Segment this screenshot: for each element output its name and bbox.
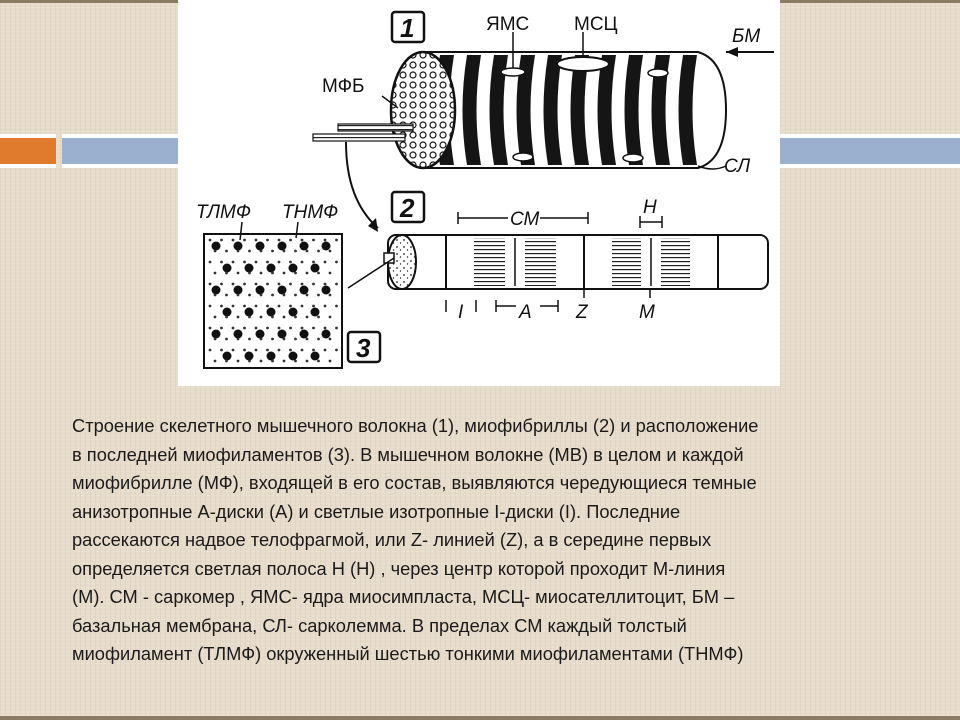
thin-filament — [335, 239, 338, 242]
thin-filament — [209, 261, 212, 264]
panel-number-1: 1 — [400, 13, 415, 43]
thick-filament — [267, 352, 276, 361]
thick-filament — [223, 352, 232, 361]
thin-filament — [306, 250, 309, 253]
thin-filament — [278, 261, 281, 264]
thin-filament — [335, 305, 338, 308]
thin-filament — [301, 305, 304, 308]
label-sm: СМ — [510, 209, 540, 230]
thick-filament — [223, 264, 232, 273]
thin-filament — [283, 338, 286, 341]
thin-filament — [294, 360, 297, 363]
thin-filament — [317, 294, 320, 297]
thin-filament — [301, 261, 304, 264]
thin-filament — [243, 349, 246, 352]
thin-filament — [255, 327, 258, 330]
thin-filament — [237, 338, 240, 341]
thin-filament — [289, 327, 292, 330]
thin-filament — [237, 294, 240, 297]
thin-filament — [248, 294, 251, 297]
thin-filament — [294, 250, 297, 253]
thin-filament — [329, 294, 332, 297]
thin-filament — [248, 316, 251, 319]
thin-filament — [266, 327, 269, 330]
thick-filament — [300, 242, 309, 251]
label-yams: ЯМС — [486, 14, 530, 35]
thin-filament — [306, 272, 309, 275]
thin-filament — [232, 283, 235, 286]
thin-filament — [237, 360, 240, 363]
thick-filament — [300, 330, 309, 339]
thin-filament — [271, 316, 274, 319]
thin-filament — [255, 305, 258, 308]
thin-filament — [209, 305, 212, 308]
thin-filament — [266, 349, 269, 352]
thin-filament — [255, 349, 258, 352]
thin-filament — [266, 239, 269, 242]
thin-filament — [225, 360, 228, 363]
thin-filament — [248, 360, 251, 363]
thick-filament — [212, 330, 221, 339]
thin-filament — [243, 327, 246, 330]
thin-filament — [248, 250, 251, 253]
thin-filament — [329, 338, 332, 341]
thin-filament — [225, 272, 228, 275]
thin-filament — [324, 349, 327, 352]
label-i: I — [458, 302, 464, 323]
bottom-border-line — [0, 716, 960, 720]
label-tnmf: ТНМФ — [282, 202, 339, 223]
thin-filament — [225, 338, 228, 341]
caption-line: миофиламент (ТЛМФ) окруженный шестью тонкими миофиламентами (ТНМФ) — [72, 643, 744, 664]
thin-filament — [260, 360, 263, 363]
caption-line: в последней миофиламентов (3). В мышечном волокне (МВ) в целом и каждой — [72, 443, 744, 465]
thin-filament — [329, 272, 332, 275]
thin-filament — [289, 349, 292, 352]
thick-filament — [245, 308, 254, 317]
thick-filament — [223, 308, 232, 317]
thin-filament — [301, 239, 304, 242]
thick-filament — [278, 330, 287, 339]
thin-filament — [289, 305, 292, 308]
thin-filament — [214, 294, 217, 297]
thin-filament — [283, 360, 286, 363]
thin-filament — [232, 261, 235, 264]
thin-filament — [260, 316, 263, 319]
label-m: М — [639, 302, 655, 323]
thin-filament — [225, 294, 228, 297]
thick-filament — [311, 308, 320, 317]
thick-filament — [256, 286, 265, 295]
label-h: Н — [643, 197, 657, 218]
thin-filament — [324, 305, 327, 308]
thin-filament — [220, 283, 223, 286]
thin-filament — [329, 360, 332, 363]
thin-filament — [237, 272, 240, 275]
thick-filament — [212, 242, 221, 251]
thin-filament — [301, 349, 304, 352]
thin-filament — [335, 327, 338, 330]
thin-filament — [324, 327, 327, 330]
thin-filament — [301, 283, 304, 286]
thin-filament — [232, 239, 235, 242]
thin-filament — [260, 294, 263, 297]
thin-filament — [312, 349, 315, 352]
thin-filament — [329, 250, 332, 253]
thin-filament — [243, 239, 246, 242]
thick-filament — [245, 264, 254, 273]
thin-filament — [278, 283, 281, 286]
thin-filament — [260, 338, 263, 341]
thin-filament — [317, 338, 320, 341]
thin-filament — [243, 283, 246, 286]
thin-filament — [266, 283, 269, 286]
thick-filament — [322, 286, 331, 295]
thin-filament — [301, 327, 304, 330]
thin-filament — [306, 316, 309, 319]
thick-filament — [256, 242, 265, 251]
thin-filament — [232, 327, 235, 330]
panel-number-3: 3 — [356, 333, 371, 363]
panel-number-2: 2 — [400, 193, 415, 223]
thin-filament — [220, 305, 223, 308]
caption-line: рассекаются надвое телофрагмой, или Z- линией (Z), а в середине первых — [72, 529, 712, 550]
label-z: Z — [576, 302, 588, 323]
thin-filament — [289, 239, 292, 242]
thin-filament — [209, 349, 212, 352]
thin-filament — [271, 360, 274, 363]
thin-filament — [214, 272, 217, 275]
label-sl: СЛ — [724, 156, 751, 177]
thin-filament — [306, 360, 309, 363]
label-mfb: МФБ — [322, 76, 365, 97]
thin-filament — [294, 338, 297, 341]
caption-line: анизотропные А-диски (А) и светлые изотропные I-диски (I). Последние — [72, 500, 681, 522]
thin-filament — [237, 316, 240, 319]
thick-filament — [289, 264, 298, 273]
thin-filament — [248, 272, 251, 275]
thin-filament — [329, 316, 332, 319]
thin-filament — [278, 327, 281, 330]
thin-filament — [312, 327, 315, 330]
caption-line: (М). СМ - саркомер , ЯМС- ядра миосимпласта, МСЦ- миосателлитоцит, БМ – — [72, 586, 735, 607]
thin-filament — [232, 349, 235, 352]
thin-filament — [243, 305, 246, 308]
thin-filament — [317, 316, 320, 319]
caption-line: базальная мембрана, СЛ- сарколемма. В пределах СМ каждый толстый — [72, 614, 687, 636]
satellite-cell-msc — [557, 57, 609, 71]
thin-filament — [220, 349, 223, 352]
thick-filament — [278, 242, 287, 251]
label-bm: БМ — [732, 26, 761, 47]
panel-2-myofibril — [348, 192, 768, 323]
thin-filament — [312, 239, 315, 242]
thin-filament — [324, 261, 327, 264]
thick-filament — [300, 286, 309, 295]
thick-filament — [311, 264, 320, 273]
thin-filament — [294, 272, 297, 275]
thick-filament — [256, 330, 265, 339]
caption-line: миофибрилле (МФ), входящей в его состав, выявляются чередующиеся темные — [72, 472, 757, 493]
thick-filament — [234, 242, 243, 251]
thin-filament — [255, 261, 258, 264]
thick-filament — [311, 352, 320, 361]
thin-filament — [312, 261, 315, 264]
thin-filament — [317, 272, 320, 275]
thin-filament — [283, 250, 286, 253]
thick-filament — [278, 286, 287, 295]
thin-filament — [317, 250, 320, 253]
thin-filament — [294, 294, 297, 297]
thick-filament — [212, 286, 221, 295]
thin-filament — [278, 349, 281, 352]
thin-filament — [243, 261, 246, 264]
thin-filament — [209, 283, 212, 286]
thin-filament — [260, 272, 263, 275]
thin-filament — [335, 283, 338, 286]
thin-filament — [266, 305, 269, 308]
thin-filament — [237, 250, 240, 253]
accent-bar-orange — [0, 134, 56, 168]
thin-filament — [209, 327, 212, 330]
thin-filament — [214, 316, 217, 319]
thin-filament — [214, 360, 217, 363]
thick-filament — [267, 264, 276, 273]
thin-filament — [278, 239, 281, 242]
thin-filament — [220, 261, 223, 264]
thin-filament — [220, 327, 223, 330]
thin-filament — [324, 283, 327, 286]
thin-filament — [283, 294, 286, 297]
label-msc: МСЦ — [574, 14, 618, 35]
thin-filament — [283, 272, 286, 275]
thin-filament — [248, 338, 251, 341]
thick-filament — [322, 330, 331, 339]
thin-filament — [271, 272, 274, 275]
thin-filament — [306, 294, 309, 297]
thin-filament — [271, 250, 274, 253]
thin-filament — [209, 239, 212, 242]
thin-filament — [278, 305, 281, 308]
thin-filament — [260, 250, 263, 253]
thin-filament — [220, 239, 223, 242]
thin-filament — [255, 239, 258, 242]
thin-filament — [271, 338, 274, 341]
thin-filament — [232, 305, 235, 308]
thin-filament — [225, 250, 228, 253]
label-a: А — [519, 302, 532, 323]
panel-1-muscle-fiber — [313, 12, 774, 232]
thin-filament — [335, 349, 338, 352]
thin-filament — [271, 294, 274, 297]
thin-filament — [283, 316, 286, 319]
thin-filament — [306, 338, 309, 341]
thick-filament — [234, 330, 243, 339]
muscle-fiber-diagram — [178, 0, 780, 386]
thin-filament — [312, 283, 315, 286]
thin-filament — [312, 305, 315, 308]
nucleus-yams — [501, 68, 525, 76]
thick-filament — [267, 308, 276, 317]
caption-line: Строение скелетного мышечного волокна (1), миофибриллы (2) и расположение — [72, 415, 759, 436]
thick-filament — [322, 242, 331, 251]
figure-caption — [72, 412, 912, 669]
thin-filament — [214, 250, 217, 253]
thick-filament — [234, 286, 243, 295]
thin-filament — [266, 261, 269, 264]
thin-filament — [289, 261, 292, 264]
thick-filament — [289, 308, 298, 317]
thick-filament — [289, 352, 298, 361]
label-tlmf: ТЛМФ — [196, 202, 251, 223]
thin-filament — [289, 283, 292, 286]
thick-filament — [245, 352, 254, 361]
thin-filament — [324, 239, 327, 242]
thin-filament — [214, 338, 217, 341]
thin-filament — [255, 283, 258, 286]
caption-line: определяется светлая полоса Н (Н) , через центр которой проходит М-линия — [72, 557, 726, 579]
thin-filament — [225, 316, 228, 319]
thin-filament — [335, 261, 338, 264]
thin-filament — [317, 360, 320, 363]
thin-filament — [294, 316, 297, 319]
